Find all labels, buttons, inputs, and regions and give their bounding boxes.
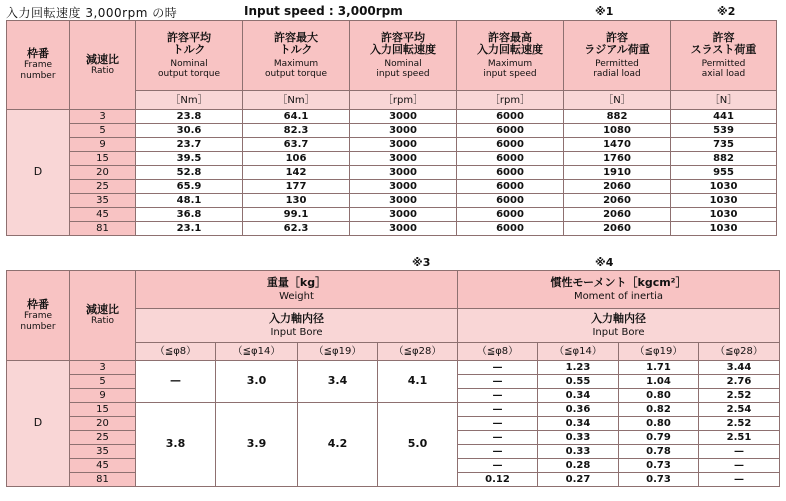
value-cell: 3000	[350, 222, 457, 236]
unit-cell: ［Nm］	[243, 91, 350, 110]
value-cell: 6000	[457, 222, 564, 236]
inertia-cell: 2.52	[699, 389, 780, 403]
weight-cell: 4.1	[378, 361, 458, 403]
inertia-cell: 1.23	[538, 361, 619, 375]
table-row	[7, 152, 777, 166]
inertia-cell: 0.55	[538, 375, 619, 389]
inertia-cell: —	[458, 431, 538, 445]
inertia-cell: —	[458, 459, 538, 473]
value-cell: 2060	[564, 180, 671, 194]
value-cell: 23.7	[136, 138, 243, 152]
ratio-cell: 45	[70, 208, 136, 222]
value-cell: 3000	[350, 166, 457, 180]
inertia-header: 慣性モーメント［kgcm²］ Moment of inertia	[458, 271, 780, 309]
ratio-cell: 5	[70, 375, 136, 389]
value-cell: 6000	[457, 110, 564, 124]
value-cell: 63.7	[243, 138, 350, 152]
weight-bore-header: 入力軸内径 Input Bore	[136, 309, 458, 343]
value-cell: 130	[243, 194, 350, 208]
inertia-cell: —	[699, 445, 780, 459]
weight-cell: 3.8	[136, 403, 216, 487]
note-1: ※1	[595, 5, 614, 18]
value-cell: 1080	[564, 124, 671, 138]
ratio-cell: 25	[70, 180, 136, 194]
value-cell: 1760	[564, 152, 671, 166]
value-cell: 65.9	[136, 180, 243, 194]
ratio-header-2: 減速比 Ratio	[70, 271, 136, 361]
value-cell: 106	[243, 152, 350, 166]
table-row	[7, 138, 777, 152]
value-cell: 3000	[350, 194, 457, 208]
value-cell: 52.8	[136, 166, 243, 180]
weight-header: 重量［kg］ Weight	[136, 271, 458, 309]
inertia-cell: —	[699, 473, 780, 487]
column-header-5: 許容 スラスト荷重 Permitted axial load	[671, 21, 777, 91]
inertia-cell: 0.12	[458, 473, 538, 487]
inertia-cell: —	[458, 389, 538, 403]
ratio-cell: 35	[70, 194, 136, 208]
column-header-3: 許容最高 入力回転速度 Maximum input speed	[457, 21, 564, 91]
page-title	[6, 2, 776, 20]
inertia-cell: 0.78	[619, 445, 699, 459]
value-cell: 1030	[671, 194, 777, 208]
unit-cell: ［rpm］	[457, 91, 564, 110]
weight-cell: 3.0	[216, 361, 298, 403]
inertia-cell: 0.73	[619, 473, 699, 487]
table-row	[7, 208, 777, 222]
ratio-cell: 9	[70, 138, 136, 152]
value-cell: 3000	[350, 124, 457, 138]
value-cell: 30.6	[136, 124, 243, 138]
inertia-bore-header: 入力軸内径 Input Bore	[458, 309, 780, 343]
column-header-2: 許容平均 入力回転速度 Nominal input speed	[350, 21, 457, 91]
value-cell: 6000	[457, 208, 564, 222]
table-row	[7, 194, 777, 208]
value-cell: 62.3	[243, 222, 350, 236]
ratio-cell: 15	[70, 403, 136, 417]
unit-cell: ［N］	[671, 91, 777, 110]
inertia-cell: 2.54	[699, 403, 780, 417]
table-row	[7, 180, 777, 194]
bore-cell: （≦φ8）	[458, 343, 538, 361]
weight-cell: 5.0	[378, 403, 458, 487]
value-cell: 1910	[564, 166, 671, 180]
value-cell: 6000	[457, 152, 564, 166]
value-cell: 3000	[350, 208, 457, 222]
bore-cell: （≦φ19）	[298, 343, 378, 361]
inertia-cell: 1.71	[619, 361, 699, 375]
value-cell: 39.5	[136, 152, 243, 166]
frame-cell: D	[7, 110, 70, 236]
value-cell: 36.8	[136, 208, 243, 222]
inertia-cell: —	[458, 417, 538, 431]
inertia-cell: 2.51	[699, 431, 780, 445]
value-cell: 1470	[564, 138, 671, 152]
inertia-cell: 0.73	[619, 459, 699, 473]
ratio-cell: 3	[70, 110, 136, 124]
ratio-cell: 15	[70, 152, 136, 166]
ratio-cell: 20	[70, 417, 136, 431]
inertia-cell: 0.34	[538, 417, 619, 431]
column-header-4: 許容 ラジアル荷重 Permitted radial load	[564, 21, 671, 91]
value-cell: 1030	[671, 208, 777, 222]
table-row	[7, 222, 777, 236]
ratio-cell: 5	[70, 124, 136, 138]
ratio-cell: 81	[70, 473, 136, 487]
value-cell: 6000	[457, 180, 564, 194]
inertia-cell: 2.52	[699, 417, 780, 431]
note-2: ※2	[717, 5, 736, 18]
inertia-cell: 0.33	[538, 445, 619, 459]
inertia-cell: 0.80	[619, 417, 699, 431]
inertia-cell: —	[458, 375, 538, 389]
inertia-cell: 3.44	[699, 361, 780, 375]
value-cell: 23.8	[136, 110, 243, 124]
title-english: Input speed : 3,000rpm	[244, 4, 403, 18]
value-cell: 882	[564, 110, 671, 124]
unit-cell: ［rpm］	[350, 91, 457, 110]
value-cell: 3000	[350, 110, 457, 124]
value-cell: 3000	[350, 152, 457, 166]
inertia-cell: —	[699, 459, 780, 473]
ratio-cell: 35	[70, 445, 136, 459]
weight-cell: 3.9	[216, 403, 298, 487]
value-cell: 882	[671, 152, 777, 166]
frame-number-header: 枠番 Frame number	[7, 21, 70, 110]
title-japanese: 入力回転速度 3,000rpm の時	[6, 6, 178, 20]
value-cell: 1030	[671, 222, 777, 236]
table-row	[7, 361, 780, 375]
ratio-cell: 81	[70, 222, 136, 236]
value-cell: 82.3	[243, 124, 350, 138]
value-cell: 23.1	[136, 222, 243, 236]
value-cell: 6000	[457, 138, 564, 152]
inertia-cell: 0.28	[538, 459, 619, 473]
ratio-header: 減速比 Ratio	[70, 21, 136, 110]
table-row	[7, 166, 777, 180]
bore-cell: （≦φ14）	[216, 343, 298, 361]
value-cell: 2060	[564, 194, 671, 208]
inertia-cell: —	[458, 445, 538, 459]
inertia-cell: —	[458, 403, 538, 417]
note-4: ※4	[595, 256, 614, 269]
value-cell: 735	[671, 138, 777, 152]
inertia-cell: 1.04	[619, 375, 699, 389]
value-cell: 1030	[671, 180, 777, 194]
column-header-1: 許容最大 トルク Maximum output torque	[243, 21, 350, 91]
value-cell: 2060	[564, 208, 671, 222]
value-cell: 99.1	[243, 208, 350, 222]
rated-performance-table	[6, 20, 777, 236]
value-cell: 177	[243, 180, 350, 194]
weight-inertia-table	[6, 270, 780, 487]
value-cell: 441	[671, 110, 777, 124]
weight-cell: 4.2	[298, 403, 378, 487]
value-cell: 955	[671, 166, 777, 180]
ratio-cell: 45	[70, 459, 136, 473]
bore-cell: （≦φ28）	[699, 343, 780, 361]
inertia-cell: 0.36	[538, 403, 619, 417]
value-cell: 6000	[457, 124, 564, 138]
value-cell: 539	[671, 124, 777, 138]
bore-cell: （≦φ19）	[619, 343, 699, 361]
ratio-cell: 20	[70, 166, 136, 180]
value-cell: 3000	[350, 180, 457, 194]
table-row	[7, 403, 780, 417]
ratio-cell: 9	[70, 389, 136, 403]
table-row	[7, 110, 777, 124]
value-cell: 6000	[457, 166, 564, 180]
inertia-cell: 0.79	[619, 431, 699, 445]
value-cell: 64.1	[243, 110, 350, 124]
bore-cell: （≦φ8）	[136, 343, 216, 361]
inertia-cell: 0.80	[619, 389, 699, 403]
frame-number-header-2: 枠番 Frame number	[7, 271, 70, 361]
inertia-cell: 2.76	[699, 375, 780, 389]
note-3: ※3	[412, 256, 431, 269]
value-cell: 2060	[564, 222, 671, 236]
weight-cell: —	[136, 361, 216, 403]
frame-cell-2: D	[7, 361, 70, 487]
inertia-cell: 0.34	[538, 389, 619, 403]
column-header-0: 許容平均 トルク Nominal output torque	[136, 21, 243, 91]
inertia-cell: 0.33	[538, 431, 619, 445]
bore-cell: （≦φ14）	[538, 343, 619, 361]
bore-cell: （≦φ28）	[378, 343, 458, 361]
unit-cell: ［N］	[564, 91, 671, 110]
value-cell: 6000	[457, 194, 564, 208]
inertia-cell: 0.27	[538, 473, 619, 487]
inertia-cell: 0.82	[619, 403, 699, 417]
weight-cell: 3.4	[298, 361, 378, 403]
ratio-cell: 25	[70, 431, 136, 445]
value-cell: 3000	[350, 138, 457, 152]
value-cell: 142	[243, 166, 350, 180]
unit-cell: ［Nm］	[136, 91, 243, 110]
ratio-cell: 3	[70, 361, 136, 375]
table-row	[7, 124, 777, 138]
inertia-cell: —	[458, 361, 538, 375]
value-cell: 48.1	[136, 194, 243, 208]
